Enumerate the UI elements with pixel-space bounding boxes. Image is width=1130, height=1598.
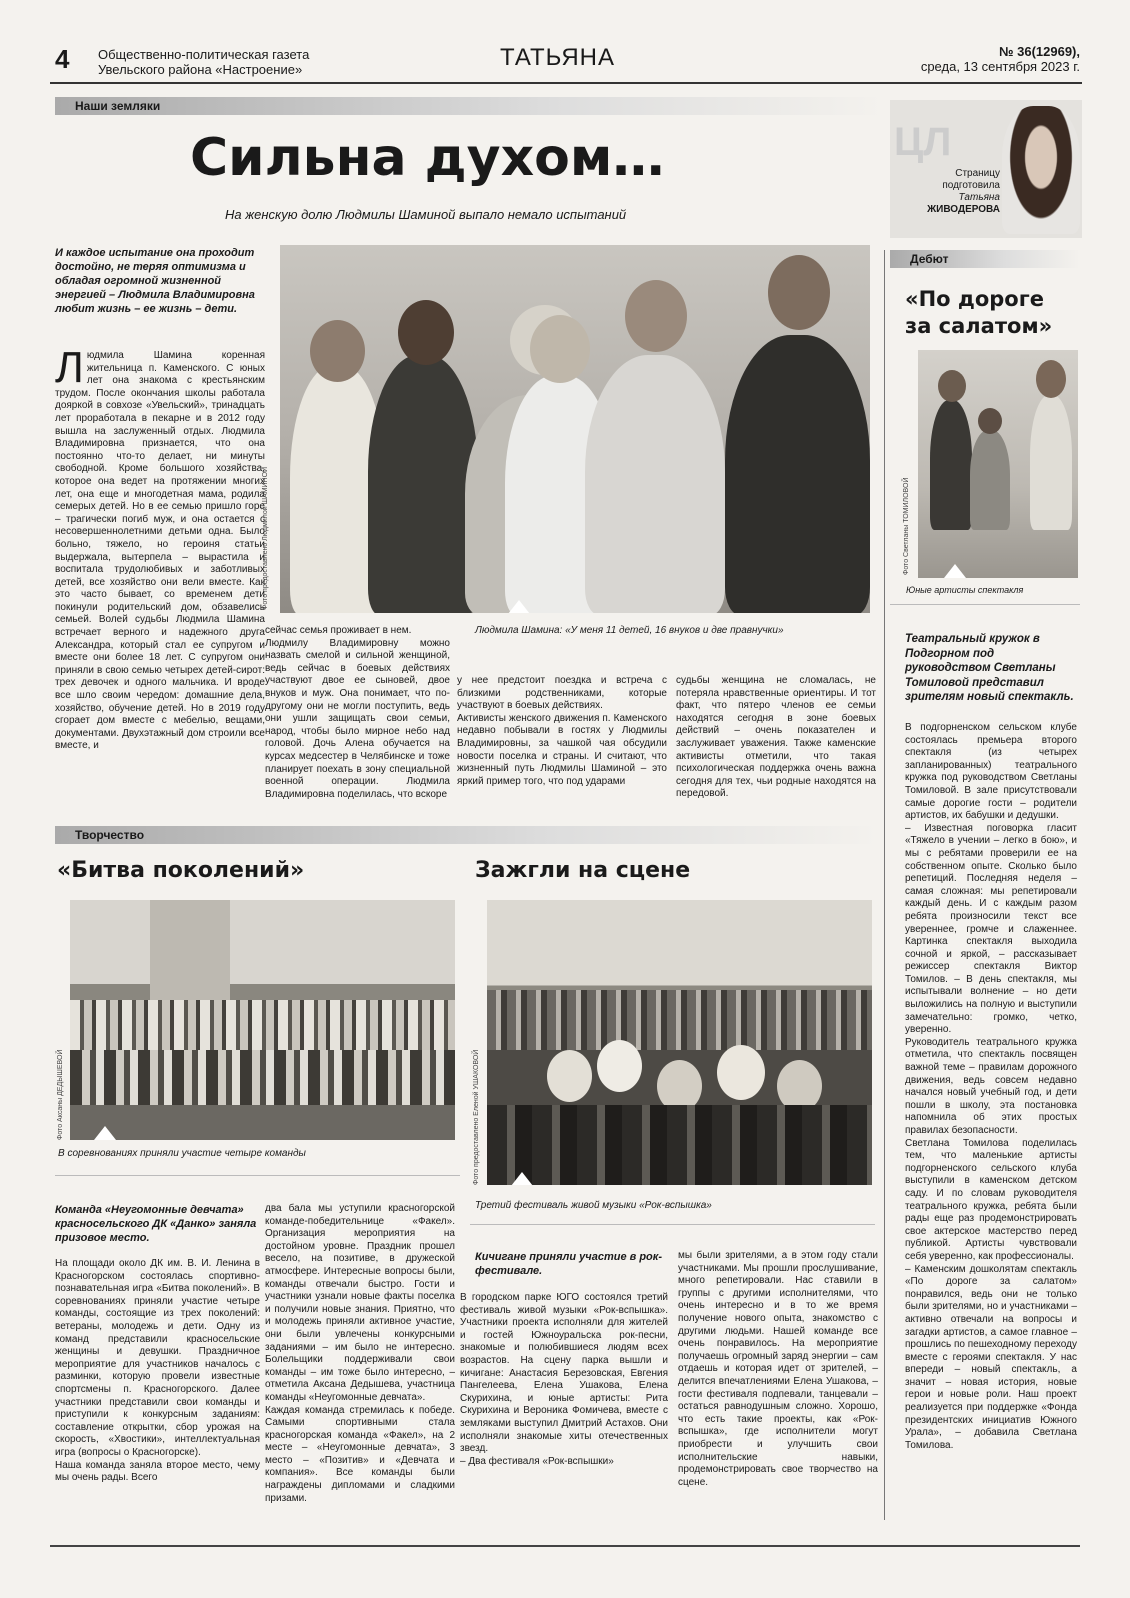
- main-photo-caption: Людмила Шамина: «У меня 11 детей, 16 внуков и две правнучки»: [475, 625, 784, 636]
- singer-head-1: [547, 1050, 592, 1102]
- battle-rubric: Творчество: [55, 826, 880, 844]
- stage-col2: [678, 1250, 878, 1520]
- editor-credit: [890, 168, 1000, 216]
- stage-col1: [460, 1292, 668, 1520]
- stage-lead: Кичигане приняли участие в рок-фестивале.: [475, 1251, 662, 1277]
- main-col3-text: у нее предстоит поездка и встреча с близкими родственниками, которые участвуют в боевых действиях. Активисты женского движения п. Каменского недавно побывали в гостях у Людмилы Владимировны, за чашкой чая обсудили новости поселка и страны. И считают, что жизненный путь Людмилы Шаминой – это яркий пример того, что под ударами: [457, 675, 667, 787]
- main-col2: [265, 625, 450, 805]
- battle-photo-marker: [94, 1126, 116, 1140]
- stage-photo-caption: Третий фестиваль живой музыки «Рок-вспышка»: [475, 1200, 712, 1211]
- battle-rule: [55, 1175, 460, 1176]
- editor-credit-line1: Страницу: [955, 168, 1000, 179]
- debut-body-text: В подгорненском сельском клубе состоялась премьера второго спектакля (из четырех запланированных) театрального кружка под руководством Светланы Томиловой. В зале присутствовали самые дорогие гости – родители артистов, их бабушки и дедушки. – Известная поговорка гласит «Тяжело в учении – легко в бою», и мы с ребятами проверили ее на собственном опыте. Сколько было репетиций. Последняя неделя – самая сложная: мы репетировали каждый день. И с каждым разом ребята произносили текст все увереннее, громче и слаженнее. Картинка спектакля выходила сочной и яркой, – рассказывает режиссер спектакля Виктор Томилов. – В день спектакля, мы испытывали волнение – но дети выложились на полную и выступили замечательно: громко, четко, уверенно. Руководитель театрального кружка отметила, что спектакль посвящен важной теме – правилам дорожного движения, ведь совсем недавно начался новый учебный год, и дети пошли в школу, эта постановка напомнила об этих простых правилах безопасности. Светлана Томилова поделилась тем, что маленькие артисты подгорненского сельского клуба выступили в каменском детском саду. И по словам руководителя театрального кружка, ребята были рады еще раз продемонстрировать свое актерское мастерство перед публикой. Артисты чувствовали себя уверенно, как профессионалы. – Каменским дошколятам спектакль «По дороге за салатом» понравился, ведь они не только были зрителями, но и участниками – активно отвечали на вопросы и загадки артистов, а самое главное – прошлись по пешеходному переходу вместе с героями спектакля. У нас впереди – новый спектакль, а значит – новая история, новые герои и новые роли. Наш проект реализуется при поддержке «Фонда президентских инициатив Южного Урала», – добавила Светлана Томилова.: [905, 722, 1077, 1451]
- building: [150, 900, 230, 1010]
- debut-photo-marker: [944, 564, 966, 578]
- main-col4-text: судьбы женщина не сломалась, не потеряла нравственные ориентиры. И тот факт, что пятеро членов ее семьи находятся сегодня в зоне боевых действий – очень показателен и заслуживает уважения. Также каменские активисты отметили, что такая психологическая поддержка очень важна сегодня для тех, чьи родные находятся на передовой.: [676, 675, 876, 800]
- issue-date: среда, 13 сентября 2023 г.: [920, 59, 1080, 74]
- crowd-row-2: [70, 1050, 455, 1105]
- debut-photo-caption: Юные артисты спектакля: [906, 585, 1024, 595]
- header-rule: [50, 82, 1082, 84]
- issue-number: № 36(12969),: [999, 44, 1080, 59]
- main-col1: [55, 350, 265, 800]
- debut-child-head-1: [938, 370, 966, 402]
- dropcap: Л: [55, 350, 84, 392]
- publication-line-2: Увельского района «Настроение»: [98, 62, 303, 77]
- battle-photo-caption: В соревнованиях приняли участие четыре команды: [58, 1148, 306, 1159]
- stage-photo: [487, 900, 872, 1185]
- footer-rule: [50, 1545, 1080, 1547]
- debut-rubric: Дебют: [890, 250, 1080, 268]
- publication-info: [98, 47, 309, 77]
- publication-line-1: Общественно-политическая газета: [98, 47, 310, 62]
- main-col2-text: сейчас семья проживает в нем. Людмилу Владимировну можно назвать смелой и сильной женщиной, ведь сейчас в боевых действиях участвуют двое ее сыновей, двое внуков и муж. Она понимает, что по-другому они не могли поступить, ведь они ушли защищать свои семьи, народ, чтобы было мирное небо над головой. Дочь Алена обучается на курсах медсестер в Челябинске и тоже планирует поехать в зону специальной военной операции. Людмила Владимировна поделилась, что вскоре: [265, 625, 450, 800]
- editor-surname: ЖИВОДЕРОВА: [927, 204, 1000, 215]
- debut-child-3: [1030, 395, 1072, 530]
- main-col1-text: юдмила Шамина коренная жительница п. Каменского. С юных лет она знакома с крестьянским трудом. После окончания школы работала дояркой в совхозе «Увельский», тринадцать лет проработала в пекарне и в 2012 году вышла на заслуженный отдых. Людмила Владимировна признается, что она постоянно что-то делает, ни минуты свободной. Кроме большого хозяйства, которое она ведет на протяжении многих лет, она еще и многодетная мама, родила семерых детей. Но в ее семью пришло горе – трагически погиб муж, и она остается с несовершеннолетними детьми одна. Было больно, тяжело, но героиня статьи выдержала, вытерпела – вырастила и воспитала трудолюбивых и заботливых детей, все хозяйство они вели вместе. Как это часто бывает, со временем дети покинули родительский дом, обзавелись семьей. Волей судьбы Людмила Шамина встречает верного и надежного друга Александра, который стал ее супругом и вместе они более 18 лет. С супругом они приняли в свою семью четырех детей-сирот: трех девочек и одного мальчика. И вроде все шло своим чередом: домашние дела, хозяйство, обучение детей. Но в 2019 году сгорает дом вместе с мебелью, вещами, документами. Двухэтажный дом строили все вместе, и: [55, 350, 265, 752]
- editor-box: [890, 100, 1082, 238]
- battle-photo-credit: Фото Аксаны ДЕДЫШЕВОЙ: [57, 1049, 64, 1140]
- photo-marker: [508, 600, 530, 613]
- battle-title: «Битва поколений»: [57, 858, 305, 883]
- section-title: ТАТЬЯНА: [500, 44, 615, 71]
- crowd-row-1: [70, 1000, 455, 1055]
- battle-lead: Команда «Неугомонные девчата» красносельского ДК «Данко» заняла призовое место.: [55, 1204, 257, 1244]
- head-5: [625, 280, 687, 352]
- debut-rule: [890, 604, 1080, 605]
- head-4: [530, 315, 590, 383]
- debut-photo: [918, 350, 1078, 578]
- stage-col1-text: В городском парке ЮГО состоялся третий фестиваль живой музыки «Рок-вспышка». Участники проекта исполняли для жителей и гостей Южноуральска рок-песни, знакомые и полюбившиеся людям всех возрастов. На сцену парка вышли и кичигане: Анастасия Березовская, Евгения Пангелеева, Елена Ушакова, Елена Скурихина, и юные артисты: Рита Скурихина и Вероника Фомичева, вместе с земляками выступил Дмитрий Астахов. Они исполняли знакомые хиты отечественных звезд. – Два фестиваля «Рок-вспышки»: [460, 1292, 668, 1467]
- main-photo: [280, 245, 870, 613]
- stage-title: Зажгли на сцене: [475, 858, 691, 883]
- page-number: 4: [55, 44, 70, 74]
- debut-child-head-2: [978, 408, 1002, 434]
- main-col3: [457, 675, 667, 805]
- main-photo-credit: Фото предоставлено Людмилой ШАМИНОЙ: [262, 466, 269, 610]
- column-divider: [884, 250, 885, 1520]
- battle-col1-text: На площади около ДК им. В. И. Ленина в Красногорском состоялась спортивно-познавательная игра «Битва поколений». В соревнованиях приняли участие четыре команды, состоящие из трех поколений: ветераны, молодежь и дети. Одну из команд представили красносельские женщины и девушки. Праздничное мероприятие для участников началось с разминки, которую провели известные спортсмены п. Красногорского. Далее участники представили свои команды и приступили к конкурсным заданиям: составление открытки, сбор урожая на скорость, «Хвостики», интеллектуальная игра (вопросы о Красногорске). Наша команда заняла второе место, чему мы очень рады. Всего: [55, 1258, 260, 1484]
- singers-row: [487, 1105, 872, 1185]
- debut-lead: Театральный кружок в Подгорном под руководством Светланы Томиловой представил зрителям новый спектакль.: [905, 633, 1074, 703]
- battle-col2-text: два бала мы уступили красногорской команде-победительнице «Факел». Организация мероприятия на достойном уровне. Праздник прошел весело, на позитиве, в дружеской атмосфере. Интересные вопросы были, команды отвечали быстро. Гости и участники узнали новые факты поселка и получили новые знания. Приятно, что и молодежь приняли активное участие, они были увлечены конкурсными заданиями – им было не интересно. Болельщики поддерживали свои команды – им тоже было интересно, – отметила Аксана Дедышева, участница команды «Неугомонные девчата». Каждая команда стремилась к победе. Самыми спортивными стала красногорская команда «Факел», на 2 месте – «Неугомонные девчата», 3 место – «Позитив» и «Девчата и компания». Все команды были награждены дипломами и сладкими призами.: [265, 1203, 455, 1504]
- debut-body: [905, 722, 1077, 1522]
- main-subtitle: На женскую долю Людмилы Шаминой выпало немало испытаний: [225, 207, 627, 222]
- person-5: [585, 355, 725, 613]
- singer-head-4: [717, 1045, 765, 1100]
- debut-title: [905, 286, 1052, 340]
- audience-back: [487, 990, 872, 1050]
- debut-title-line2: за салатом»: [905, 314, 1053, 338]
- battle-col2: [265, 1203, 455, 1518]
- main-lead: И каждое испытание она проходит достойно, не теряя оптимизма и обладая огромной жизненной энергией – Людмила Владимировна любит жизнь – ее жизнь – дети.: [55, 247, 255, 315]
- head-2: [398, 300, 454, 365]
- main-rubric: Наши земляки: [55, 97, 885, 115]
- debut-child-1: [930, 400, 972, 530]
- issue-info: [921, 44, 1080, 74]
- stage-rule: [470, 1224, 875, 1225]
- person-2: [368, 355, 478, 613]
- debut-child-head-3: [1036, 360, 1066, 398]
- stage-photo-marker: [511, 1172, 533, 1185]
- battle-col1: [55, 1258, 260, 1518]
- editor-credit-line2: подготовила: [942, 180, 1000, 191]
- battle-photo: [70, 900, 455, 1140]
- person-6: [725, 335, 870, 613]
- editor-portrait: [1002, 106, 1080, 234]
- editor-box-bg-text: ЦЛ: [894, 120, 952, 164]
- main-col4: [676, 675, 876, 805]
- debut-child-2: [970, 430, 1010, 530]
- editor-name: Татьяна: [958, 192, 1000, 203]
- stage-col2-text: мы были зрителями, а в этом году стали участниками. Мы прошли прослушивание, много репетировали. Нас ставили в группы с другими исполнителями, что очень интересно и в то же время получение нового опыта, знакомство с другими людьми. Нашей команде все очень понравилось. На мероприятие получаешь огромный заряд энергии – сам отдаешь и которая идет от зрителей, – делится впечатлениями Елена Ушакова, – гости фестиваля подпевали, танцевали – остаться равнодушным сложно. Хорошо, что есть такие проекты, как «Рок-вспышка», где исполнители могут приобрести и улучшить свои исполнительские навыки, продемонстрировать свое творчество на сцене.: [678, 1250, 878, 1488]
- singer-head-2: [597, 1040, 642, 1092]
- stage-photo-credit: Фото предоставлено Еленой УШАКОВОЙ: [473, 1049, 480, 1185]
- head-6: [768, 255, 830, 330]
- main-headline: Сильна духом…: [190, 128, 665, 188]
- debut-photo-credit: Фото Светланы ТОМИЛОВОЙ: [903, 477, 910, 575]
- head-1: [310, 320, 365, 382]
- debut-title-line1: «По дороге: [905, 287, 1044, 311]
